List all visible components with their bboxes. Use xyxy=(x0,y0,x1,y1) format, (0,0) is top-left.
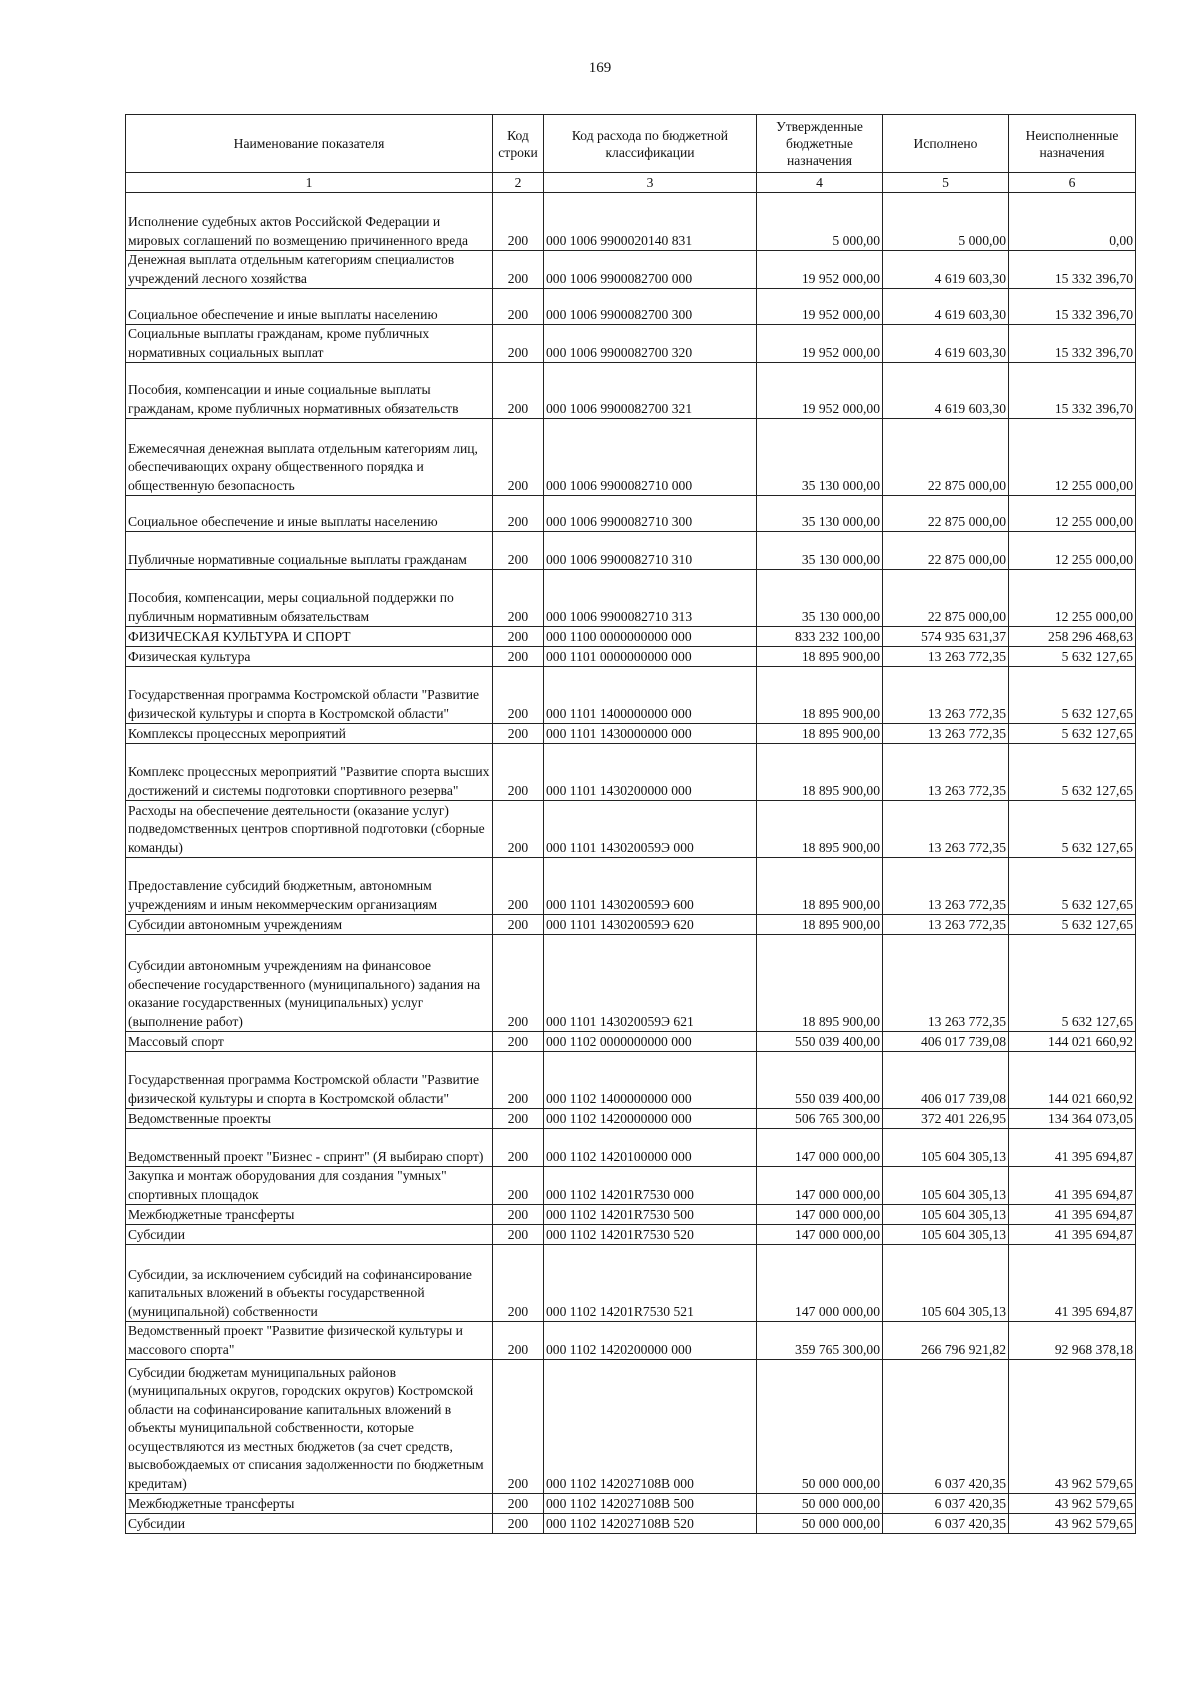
row-name: Ежемесячная денежная выплата отдельным категориям лиц, обеспечивающих охрану общественного порядка и общественную безопасность xyxy=(126,419,493,496)
row-approved-amount: 359 765 300,00 xyxy=(757,1322,883,1360)
row-classification-code: 000 1006 9900082710 300 xyxy=(544,496,757,532)
row-unexecuted-amount: 92 968 378,18 xyxy=(1009,1322,1136,1360)
row-name: Исполнение судебных актов Российской Федерации и мировых соглашений по возмещению причиненного вреда xyxy=(126,193,493,251)
row-unexecuted-amount: 12 255 000,00 xyxy=(1009,570,1136,627)
row-name: Межбюджетные трансферты xyxy=(126,1205,493,1225)
row-line-code: 200 xyxy=(493,1032,544,1052)
row-approved-amount: 50 000 000,00 xyxy=(757,1494,883,1514)
header-classification-code: Код расхода по бюджетной классификации xyxy=(544,115,757,173)
table-row xyxy=(126,935,1136,1032)
row-classification-code: 000 1006 9900082710 313 xyxy=(544,570,757,627)
row-name: Субсидии, за исключением субсидий на софинансирование капитальных вложений в объекты государственной (муниципальной) собственности xyxy=(126,1245,493,1322)
row-classification-code: 000 1101 0000000000 000 xyxy=(544,647,757,667)
row-name: Межбюджетные трансферты xyxy=(126,1494,493,1514)
row-line-code: 200 xyxy=(493,915,544,935)
table-row xyxy=(126,193,1136,251)
row-executed-amount: 266 796 921,82 xyxy=(883,1322,1009,1360)
row-unexecuted-amount: 134 364 073,05 xyxy=(1009,1109,1136,1129)
header-unexecuted: Неисполненные назначения xyxy=(1009,115,1136,173)
table-row xyxy=(126,1360,1136,1494)
row-executed-amount: 105 604 305,13 xyxy=(883,1225,1009,1245)
table-row xyxy=(126,647,1136,667)
row-classification-code: 000 1102 14201R7530 521 xyxy=(544,1245,757,1322)
row-approved-amount: 19 952 000,00 xyxy=(757,363,883,419)
row-approved-amount: 18 895 900,00 xyxy=(757,724,883,744)
table-row xyxy=(126,1109,1136,1129)
header-row xyxy=(126,115,1136,173)
row-classification-code: 000 1102 142027108В 500 xyxy=(544,1494,757,1514)
row-approved-amount: 18 895 900,00 xyxy=(757,744,883,801)
row-classification-code: 000 1102 1420000000 000 xyxy=(544,1109,757,1129)
row-unexecuted-amount: 0,00 xyxy=(1009,193,1136,251)
row-name: Ведомственный проект "Бизнес - спринт" (Я выбираю спорт) xyxy=(126,1129,493,1167)
row-unexecuted-amount: 5 632 127,65 xyxy=(1009,915,1136,935)
row-approved-amount: 19 952 000,00 xyxy=(757,289,883,325)
row-classification-code: 000 1101 143020059Э 620 xyxy=(544,915,757,935)
table-row xyxy=(126,1225,1136,1245)
table-row xyxy=(126,858,1136,915)
row-unexecuted-amount: 41 395 694,87 xyxy=(1009,1167,1136,1205)
row-name: Субсидии бюджетам муниципальных районов (муниципальных округов, городских округов) Костромской области на софинансирование капитальных вложений в объекты муниципальной собственности, которые осуществляются из местных бюджетов (за счет средств, высвобождаемых от списания задолженности по бюджетным кредитам) xyxy=(126,1360,493,1494)
row-executed-amount: 13 263 772,35 xyxy=(883,647,1009,667)
row-line-code: 200 xyxy=(493,1494,544,1514)
header-name: Наименование показателя xyxy=(126,115,493,173)
row-classification-code: 000 1102 14201R7530 000 xyxy=(544,1167,757,1205)
row-classification-code: 000 1006 9900082700 000 xyxy=(544,251,757,289)
table-row xyxy=(126,667,1136,724)
row-executed-amount: 406 017 739,08 xyxy=(883,1052,1009,1109)
row-executed-amount: 574 935 631,37 xyxy=(883,627,1009,647)
page-number: 169 xyxy=(588,60,612,76)
row-line-code: 200 xyxy=(493,801,544,858)
row-unexecuted-amount: 12 255 000,00 xyxy=(1009,419,1136,496)
row-line-code: 200 xyxy=(493,647,544,667)
row-approved-amount: 18 895 900,00 xyxy=(757,858,883,915)
row-unexecuted-amount: 12 255 000,00 xyxy=(1009,496,1136,532)
row-classification-code: 000 1101 143020059Э 600 xyxy=(544,858,757,915)
row-executed-amount: 13 263 772,35 xyxy=(883,724,1009,744)
row-line-code: 200 xyxy=(493,1225,544,1245)
row-name: Пособия, компенсации и иные социальные выплаты гражданам, кроме публичных нормативных обязательств xyxy=(126,363,493,419)
row-name: Комплексы процессных мероприятий xyxy=(126,724,493,744)
row-executed-amount: 105 604 305,13 xyxy=(883,1205,1009,1225)
row-executed-amount: 4 619 603,30 xyxy=(883,251,1009,289)
row-executed-amount: 22 875 000,00 xyxy=(883,570,1009,627)
table-row xyxy=(126,744,1136,801)
row-classification-code: 000 1006 9900082700 300 xyxy=(544,289,757,325)
row-classification-code: 000 1102 1420200000 000 xyxy=(544,1322,757,1360)
row-line-code: 200 xyxy=(493,1052,544,1109)
row-name: Предоставление субсидий бюджетным, автономным учреждениям и иным некоммерческим организациям xyxy=(126,858,493,915)
table-row xyxy=(126,801,1136,858)
row-unexecuted-amount: 43 962 579,65 xyxy=(1009,1494,1136,1514)
row-approved-amount: 147 000 000,00 xyxy=(757,1129,883,1167)
row-line-code: 200 xyxy=(493,1167,544,1205)
row-executed-amount: 4 619 603,30 xyxy=(883,289,1009,325)
row-name: Субсидии автономным учреждениям xyxy=(126,915,493,935)
row-approved-amount: 550 039 400,00 xyxy=(757,1032,883,1052)
row-executed-amount: 105 604 305,13 xyxy=(883,1167,1009,1205)
row-approved-amount: 35 130 000,00 xyxy=(757,570,883,627)
header-executed: Исполнено xyxy=(883,115,1009,173)
table-row xyxy=(126,1129,1136,1167)
row-classification-code: 000 1101 1400000000 000 xyxy=(544,667,757,724)
row-line-code: 200 xyxy=(493,1245,544,1322)
row-classification-code: 000 1102 1420100000 000 xyxy=(544,1129,757,1167)
row-unexecuted-amount: 43 962 579,65 xyxy=(1009,1514,1136,1534)
row-name: Государственная программа Костромской области "Развитие физической культуры и спорта в Костромской области" xyxy=(126,1052,493,1109)
row-unexecuted-amount: 144 021 660,92 xyxy=(1009,1052,1136,1109)
row-line-code: 200 xyxy=(493,363,544,419)
row-line-code: 200 xyxy=(493,724,544,744)
row-unexecuted-amount: 5 632 127,65 xyxy=(1009,801,1136,858)
table-row xyxy=(126,1245,1136,1322)
row-classification-code: 000 1102 14201R7530 500 xyxy=(544,1205,757,1225)
row-approved-amount: 147 000 000,00 xyxy=(757,1245,883,1322)
row-classification-code: 000 1006 9900082700 320 xyxy=(544,325,757,363)
table-row xyxy=(126,1494,1136,1514)
row-executed-amount: 6 037 420,35 xyxy=(883,1494,1009,1514)
row-unexecuted-amount: 5 632 127,65 xyxy=(1009,667,1136,724)
table-row xyxy=(126,1514,1136,1534)
row-line-code: 200 xyxy=(493,1360,544,1494)
row-executed-amount: 105 604 305,13 xyxy=(883,1129,1009,1167)
column-number-row xyxy=(126,173,1136,193)
row-approved-amount: 550 039 400,00 xyxy=(757,1052,883,1109)
row-unexecuted-amount: 15 332 396,70 xyxy=(1009,363,1136,419)
row-classification-code: 000 1101 143020059Э 621 xyxy=(544,935,757,1032)
row-classification-code: 000 1100 0000000000 000 xyxy=(544,627,757,647)
header-line-code: Код строки xyxy=(493,115,544,173)
row-line-code: 200 xyxy=(493,858,544,915)
row-unexecuted-amount: 12 255 000,00 xyxy=(1009,532,1136,570)
table-row xyxy=(126,363,1136,419)
column-number: 6 xyxy=(1009,173,1136,193)
table-row xyxy=(126,1205,1136,1225)
row-line-code: 200 xyxy=(493,325,544,363)
column-number: 3 xyxy=(544,173,757,193)
row-approved-amount: 147 000 000,00 xyxy=(757,1205,883,1225)
row-name: Физическая культура xyxy=(126,647,493,667)
row-name: Социальные выплаты гражданам, кроме публичных нормативных социальных выплат xyxy=(126,325,493,363)
row-name: Ведомственные проекты xyxy=(126,1109,493,1129)
row-name: Социальное обеспечение и иные выплаты населению xyxy=(126,289,493,325)
row-approved-amount: 50 000 000,00 xyxy=(757,1514,883,1534)
row-name: Закупка и монтаж оборудования для создания "умных" спортивных площадок xyxy=(126,1167,493,1205)
row-executed-amount: 22 875 000,00 xyxy=(883,532,1009,570)
table-row xyxy=(126,1322,1136,1360)
table-body xyxy=(126,193,1136,1534)
row-unexecuted-amount: 5 632 127,65 xyxy=(1009,724,1136,744)
table-row xyxy=(126,289,1136,325)
row-approved-amount: 35 130 000,00 xyxy=(757,419,883,496)
row-line-code: 200 xyxy=(493,570,544,627)
row-classification-code: 000 1101 143020059Э 000 xyxy=(544,801,757,858)
table-row xyxy=(126,532,1136,570)
row-name: Ведомственный проект "Развитие физической культуры и массового спорта" xyxy=(126,1322,493,1360)
row-unexecuted-amount: 5 632 127,65 xyxy=(1009,935,1136,1032)
row-executed-amount: 22 875 000,00 xyxy=(883,419,1009,496)
row-line-code: 200 xyxy=(493,289,544,325)
table-row xyxy=(126,570,1136,627)
row-line-code: 200 xyxy=(493,1514,544,1534)
row-line-code: 200 xyxy=(493,251,544,289)
row-classification-code: 000 1102 1400000000 000 xyxy=(544,1052,757,1109)
row-unexecuted-amount: 41 395 694,87 xyxy=(1009,1245,1136,1322)
table-row xyxy=(126,1052,1136,1109)
row-approved-amount: 506 765 300,00 xyxy=(757,1109,883,1129)
row-name: Массовый спорт xyxy=(126,1032,493,1052)
table-row xyxy=(126,724,1136,744)
row-executed-amount: 5 000,00 xyxy=(883,193,1009,251)
column-number: 2 xyxy=(493,173,544,193)
row-executed-amount: 4 619 603,30 xyxy=(883,325,1009,363)
row-line-code: 200 xyxy=(493,1322,544,1360)
table-row xyxy=(126,915,1136,935)
row-executed-amount: 13 263 772,35 xyxy=(883,915,1009,935)
row-classification-code: 000 1102 142027108В 520 xyxy=(544,1514,757,1534)
row-executed-amount: 372 401 226,95 xyxy=(883,1109,1009,1129)
row-classification-code: 000 1006 9900082700 321 xyxy=(544,363,757,419)
row-executed-amount: 13 263 772,35 xyxy=(883,935,1009,1032)
row-line-code: 200 xyxy=(493,419,544,496)
row-executed-amount: 4 619 603,30 xyxy=(883,363,1009,419)
row-approved-amount: 5 000,00 xyxy=(757,193,883,251)
row-line-code: 200 xyxy=(493,1205,544,1225)
column-number: 1 xyxy=(126,173,493,193)
row-line-code: 200 xyxy=(493,496,544,532)
row-executed-amount: 105 604 305,13 xyxy=(883,1245,1009,1322)
row-line-code: 200 xyxy=(493,532,544,570)
table-row xyxy=(126,325,1136,363)
row-classification-code: 000 1101 1430000000 000 xyxy=(544,724,757,744)
column-number: 4 xyxy=(757,173,883,193)
row-classification-code: 000 1102 14201R7530 520 xyxy=(544,1225,757,1245)
row-unexecuted-amount: 41 395 694,87 xyxy=(1009,1205,1136,1225)
row-line-code: 200 xyxy=(493,667,544,724)
column-number: 5 xyxy=(883,173,1009,193)
row-approved-amount: 35 130 000,00 xyxy=(757,532,883,570)
row-unexecuted-amount: 144 021 660,92 xyxy=(1009,1032,1136,1052)
row-classification-code: 000 1006 9900020140 831 xyxy=(544,193,757,251)
row-classification-code: 000 1102 142027108В 000 xyxy=(544,1360,757,1494)
row-classification-code: 000 1102 0000000000 000 xyxy=(544,1032,757,1052)
row-approved-amount: 147 000 000,00 xyxy=(757,1167,883,1205)
row-line-code: 200 xyxy=(493,627,544,647)
row-unexecuted-amount: 41 395 694,87 xyxy=(1009,1129,1136,1167)
row-executed-amount: 13 263 772,35 xyxy=(883,858,1009,915)
row-executed-amount: 13 263 772,35 xyxy=(883,801,1009,858)
row-unexecuted-amount: 5 632 127,65 xyxy=(1009,858,1136,915)
row-unexecuted-amount: 15 332 396,70 xyxy=(1009,289,1136,325)
row-classification-code: 000 1006 9900082710 310 xyxy=(544,532,757,570)
budget-execution-table xyxy=(125,114,1136,1534)
row-approved-amount: 19 952 000,00 xyxy=(757,325,883,363)
row-approved-amount: 18 895 900,00 xyxy=(757,667,883,724)
row-line-code: 200 xyxy=(493,1109,544,1129)
row-unexecuted-amount: 5 632 127,65 xyxy=(1009,744,1136,801)
row-line-code: 200 xyxy=(493,744,544,801)
row-executed-amount: 22 875 000,00 xyxy=(883,496,1009,532)
row-classification-code: 000 1101 1430200000 000 xyxy=(544,744,757,801)
row-unexecuted-amount: 41 395 694,87 xyxy=(1009,1225,1136,1245)
row-name: Пособия, компенсации, меры социальной поддержки по публичным нормативным обязательствам xyxy=(126,570,493,627)
row-executed-amount: 6 037 420,35 xyxy=(883,1360,1009,1494)
table-row xyxy=(126,1032,1136,1052)
row-unexecuted-amount: 5 632 127,65 xyxy=(1009,647,1136,667)
row-name: ФИЗИЧЕСКАЯ КУЛЬТУРА И СПОРТ xyxy=(126,627,493,647)
table-row xyxy=(126,496,1136,532)
table-row xyxy=(126,1167,1136,1205)
row-approved-amount: 35 130 000,00 xyxy=(757,496,883,532)
row-line-code: 200 xyxy=(493,935,544,1032)
row-name: Расходы на обеспечение деятельности (оказание услуг) подведомственных центров спортивной подготовки (сборные команды) xyxy=(126,801,493,858)
row-approved-amount: 18 895 900,00 xyxy=(757,801,883,858)
row-executed-amount: 6 037 420,35 xyxy=(883,1514,1009,1534)
row-line-code: 200 xyxy=(493,193,544,251)
row-executed-amount: 13 263 772,35 xyxy=(883,667,1009,724)
row-approved-amount: 50 000 000,00 xyxy=(757,1360,883,1494)
row-name: Публичные нормативные социальные выплаты гражданам xyxy=(126,532,493,570)
table-row xyxy=(126,627,1136,647)
row-name: Субсидии xyxy=(126,1225,493,1245)
row-unexecuted-amount: 15 332 396,70 xyxy=(1009,251,1136,289)
row-name: Социальное обеспечение и иные выплаты населению xyxy=(126,496,493,532)
row-approved-amount: 18 895 900,00 xyxy=(757,647,883,667)
row-name: Денежная выплата отдельным категориям специалистов учреждений лесного хозяйства xyxy=(126,251,493,289)
row-approved-amount: 19 952 000,00 xyxy=(757,251,883,289)
row-unexecuted-amount: 258 296 468,63 xyxy=(1009,627,1136,647)
row-name: Субсидии автономным учреждениям на финансовое обеспечение государственного (муниципального) задания на оказание государственных (муниципальных) услуг (выполнение работ) xyxy=(126,935,493,1032)
row-name: Государственная программа Костромской области "Развитие физической культуры и спорта в Костромской области" xyxy=(126,667,493,724)
row-name: Комплекс процессных мероприятий "Развитие спорта высших достижений и системы подготовки спортивного резерва" xyxy=(126,744,493,801)
header-approved: Утвержденные бюджетные назначения xyxy=(757,115,883,173)
table-row xyxy=(126,251,1136,289)
row-executed-amount: 13 263 772,35 xyxy=(883,744,1009,801)
row-name: Субсидии xyxy=(126,1514,493,1534)
table-row xyxy=(126,419,1136,496)
row-classification-code: 000 1006 9900082710 000 xyxy=(544,419,757,496)
row-unexecuted-amount: 15 332 396,70 xyxy=(1009,325,1136,363)
row-unexecuted-amount: 43 962 579,65 xyxy=(1009,1360,1136,1494)
row-approved-amount: 18 895 900,00 xyxy=(757,935,883,1032)
row-executed-amount: 406 017 739,08 xyxy=(883,1032,1009,1052)
row-approved-amount: 833 232 100,00 xyxy=(757,627,883,647)
row-line-code: 200 xyxy=(493,1129,544,1167)
row-approved-amount: 147 000 000,00 xyxy=(757,1225,883,1245)
row-approved-amount: 18 895 900,00 xyxy=(757,915,883,935)
